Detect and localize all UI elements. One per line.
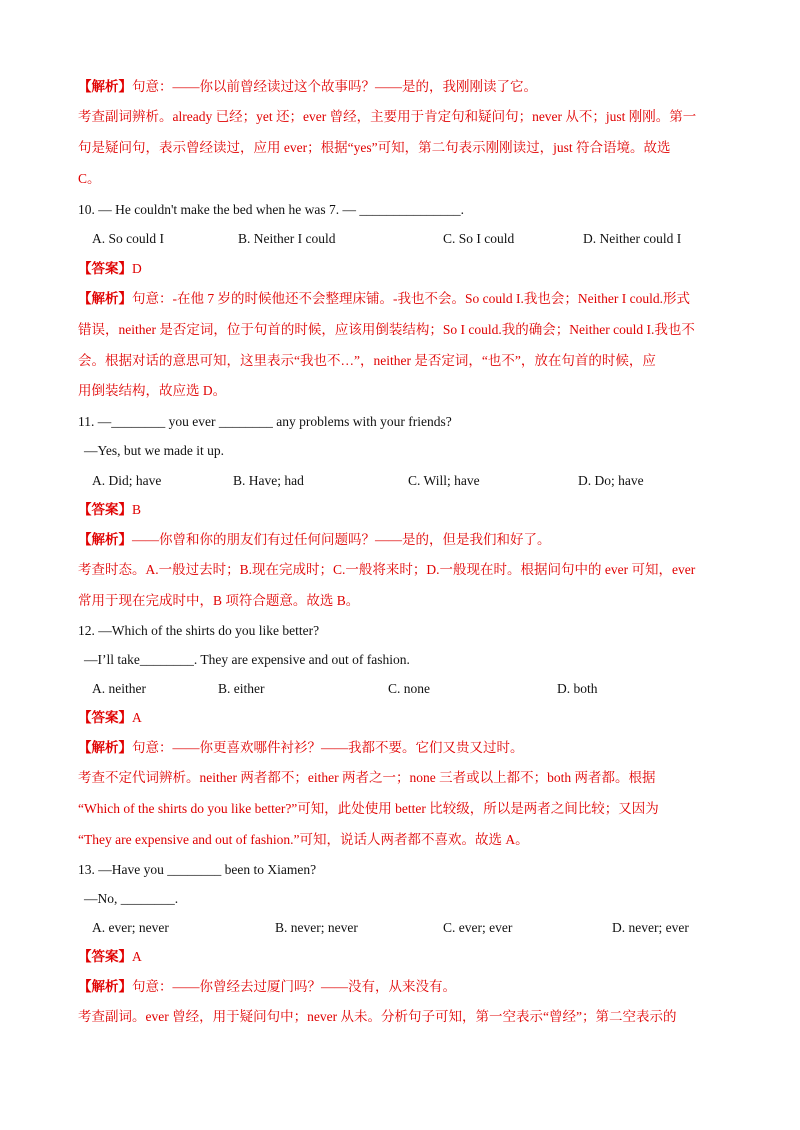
explanation-text: 会。根据对话的意思可知，这里表示“我也不…”，neither 是否定词，“也不”，放在句首的时候，应 (78, 353, 656, 368)
explanation-text: 句意：——你以前曾经读过这个故事吗？——是的，我刚刚读了它。 (132, 79, 537, 94)
option-a: A. So could I (92, 231, 164, 246)
question-11-reply: —Yes, but we made it up. (84, 443, 224, 458)
answer-tag: 【答案】 (78, 710, 132, 725)
explanation-text: 用倒装结构，故应选 D。 (78, 383, 227, 398)
explanation-12 (78, 739, 524, 757)
explanation-text: 常用于现在完成时中，B 项符合题意。故选 B。 (78, 593, 360, 608)
answer-value: A (132, 949, 142, 964)
explanation-text: 考查时态。A.一般过去时；B.现在完成时；C.一般将来时；D.一般现在时。根据问句中的 ever 可知，ever (78, 562, 696, 577)
option-b: B. Neither I could (238, 231, 336, 246)
question-12-reply: —I’ll take________. They are expensive and out of fashion. (84, 652, 410, 667)
explanation-text: 句意：-在他 7 岁的时候他还不会整理床铺。-我也不会。So could I.我也会；Neither I could.形式 (132, 291, 690, 306)
analysis-tag: 【解析】 (78, 532, 132, 547)
explanation-text: ——你曾和你的朋友们有过任何问题吗？——是的，但是我们和好了。 (132, 532, 551, 547)
option-b: B. either (218, 681, 265, 696)
answer-tag: 【答案】 (78, 502, 132, 517)
question-13: 13. —Have you ________ been to Xiamen? (78, 862, 317, 877)
analysis-tag: 【解析】 (78, 740, 132, 755)
question-11: 11. —________ you ever ________ any problems with your friends? (78, 414, 452, 429)
answer-12 (78, 709, 142, 727)
explanation-text: 句是疑问句，表示曾经读过，应用 ever；根据“yes”可知，第二句表示刚刚读过，just 符合语境。故选 (78, 140, 671, 155)
answer-tag: 【答案】 (78, 949, 132, 964)
answer-13 (78, 948, 142, 966)
explanation-text: “They are expensive and out of fashion.”可知，说话人两者都不喜欢。故选 A。 (78, 832, 529, 847)
question-10: 10. — He couldn't make the bed when he was 7. — _______________. (78, 202, 464, 217)
option-d: D. Do; have (578, 473, 644, 488)
explanation-text: “Which of the shirts do you like better?”可知，此处使用 better 比较级，所以是两者之间比较；又因为 (78, 801, 659, 816)
explanation-text: 错误，neither 是否定词，位于句首的时候，应该用倒装结构；So I could.我的确会；Neither could I.我也不 (78, 322, 695, 337)
analysis-tag: 【解析】 (78, 79, 132, 94)
option-c: C. Will; have (408, 473, 480, 488)
option-b: B. Have; had (233, 473, 304, 488)
answer-value: A (132, 710, 142, 725)
answer-value: D (132, 261, 142, 276)
option-c: C. none (388, 681, 430, 696)
answer-10 (78, 260, 142, 278)
question-12: 12. —Which of the shirts do you like better? (78, 623, 320, 638)
answer-value: B (132, 502, 142, 517)
option-a: A. neither (92, 681, 146, 696)
explanation-text: 考查副词。ever 曾经，用于疑问句中；never 从未。分析句子可知，第一空表示“曾经”；第二空表示的 (78, 1009, 677, 1024)
explanation-11 (78, 531, 551, 549)
option-c: C. So I could (443, 231, 515, 246)
option-d: D. never; ever (612, 920, 689, 935)
explanation-13 (78, 978, 456, 996)
option-d: D. both (557, 681, 598, 696)
line-1 (78, 78, 537, 96)
answer-tag: 【答案】 (78, 261, 132, 276)
explanation-text: 句意：——你曾经去过厦门吗？——没有，从来没有。 (132, 979, 456, 994)
option-a: A. Did; have (92, 473, 162, 488)
option-a: A. ever; never (92, 920, 169, 935)
question-13-reply: —No, ________. (84, 891, 179, 906)
analysis-tag: 【解析】 (78, 291, 132, 306)
option-b: B. never; never (275, 920, 358, 935)
explanation-text: C。 (78, 171, 101, 186)
explanation-text: 考查副词辨析。already 已经；yet 还；ever 曾经，主要用于肯定句和疑问句；never 从不；just 刚刚。第一 (78, 109, 697, 124)
explanation-text: 考查不定代词辨析。neither 两者都不；either 两者之一；none 三者或以上都不；both 两者都。根据 (78, 770, 656, 785)
explanation-text: 句意：——你更喜欢哪件衬衫？——我都不要。它们又贵又过时。 (132, 740, 524, 755)
analysis-tag: 【解析】 (78, 979, 132, 994)
option-c: C. ever; ever (443, 920, 513, 935)
explanation-10 (78, 290, 690, 308)
answer-11 (78, 501, 141, 519)
option-d: D. Neither could I (583, 231, 682, 246)
